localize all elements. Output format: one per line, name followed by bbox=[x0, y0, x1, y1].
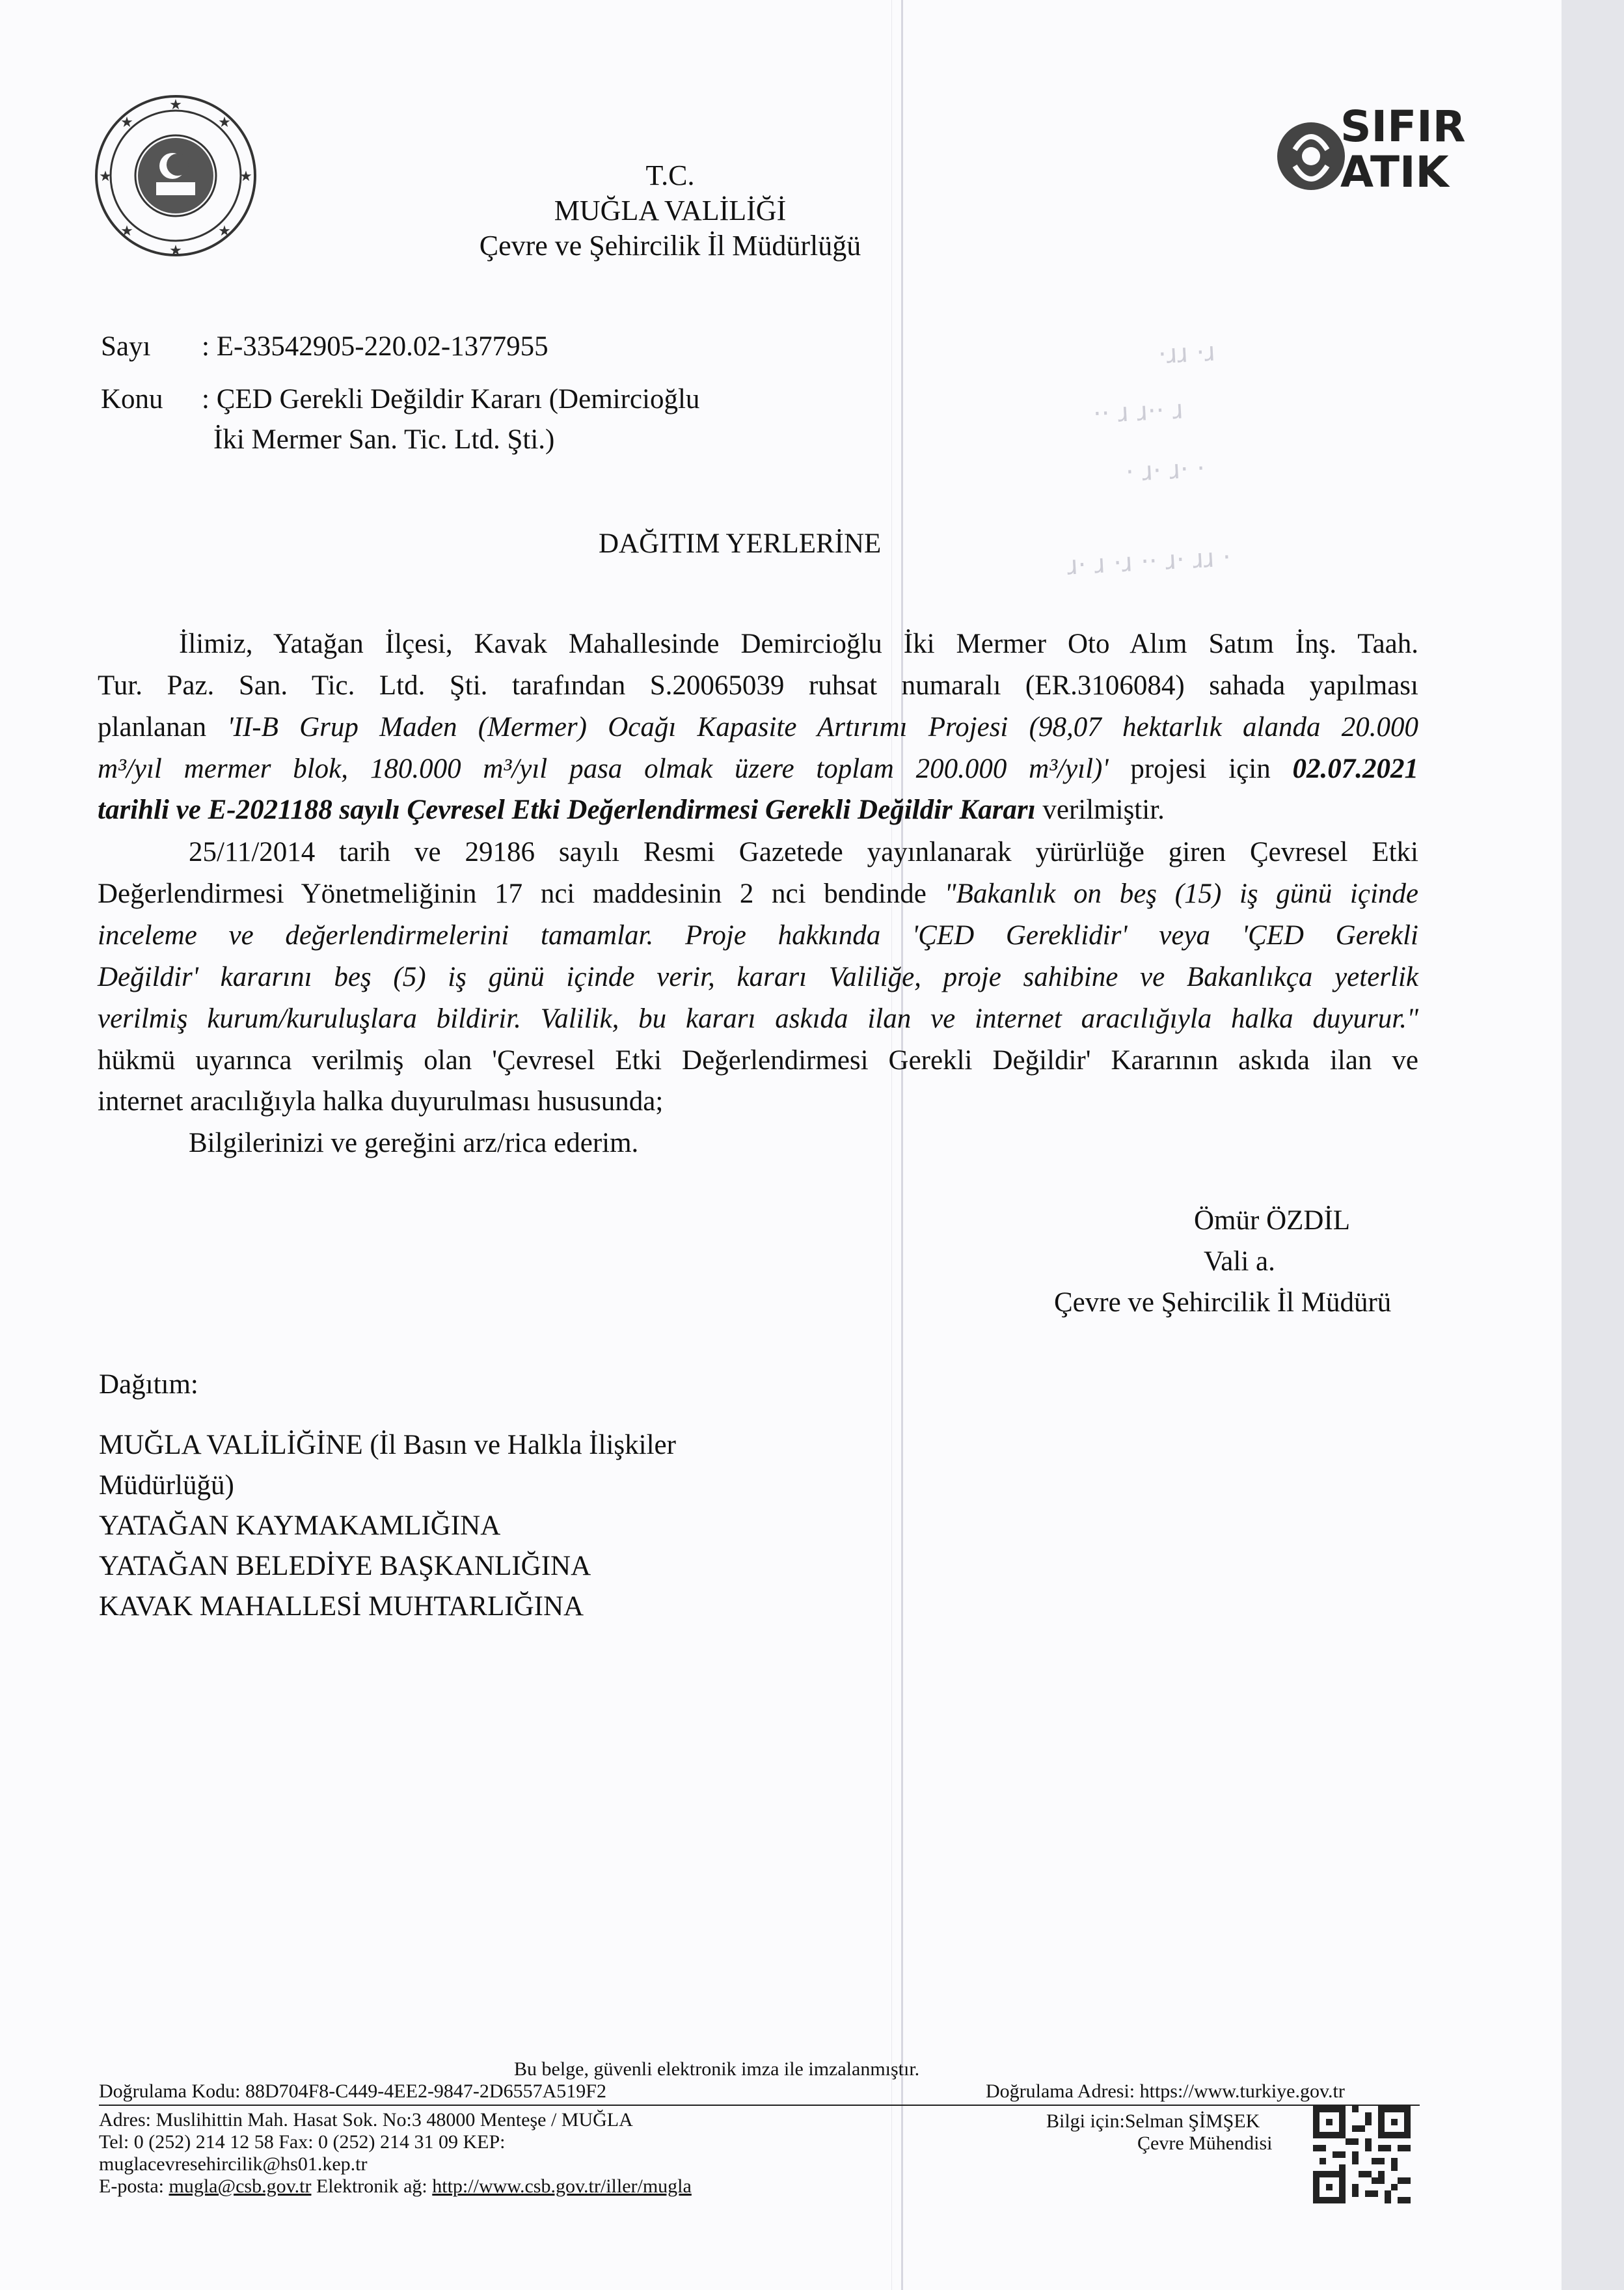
footer-contact bbox=[99, 2175, 692, 2198]
header-tc: T.C. bbox=[645, 159, 695, 191]
signatory-position: Çevre ve Şehircilik İl Müdürü bbox=[1054, 1287, 1392, 1318]
info-title: Çevre Mühendisi bbox=[1137, 2133, 1273, 2154]
distribution-label: Dağıtım: bbox=[99, 1369, 198, 1400]
qr-code bbox=[1313, 2106, 1411, 2203]
body-line bbox=[98, 748, 1418, 790]
handwriting-mark: ·ɹɹ ·ɹ bbox=[1157, 336, 1216, 370]
handwriting-mark: · ɹ· ɹ· · bbox=[1124, 453, 1206, 488]
body-text: projesi için bbox=[1108, 754, 1293, 784]
konu-line2: İki Mermer San. Tic. Ltd. Şti.) bbox=[213, 424, 555, 455]
regulation-quote: Değildir' kararını beş (5) iş günü içinde verir, kararı Valiliğe, proje sahibine ve Bakanlıkça yeterlik bbox=[98, 962, 1418, 992]
footer-phone: Tel: 0 (252) 214 12 58 Fax: 0 (252) 214 31 09 KEP: bbox=[99, 2131, 506, 2153]
regulation-quote: verilmiş kurum/kuruluşlara bildirir. Valilik, bu kararı askıda ilan ve internet aracılığıyla halka duyurur." bbox=[98, 1003, 1418, 1034]
svg-text:★: ★ bbox=[99, 168, 112, 184]
esign-note: Bu belge, güvenli elektronik imza ile imzalanmıştır. bbox=[514, 2058, 920, 2080]
footer-kep: muglacevresehircilik@hs01.kep.tr bbox=[99, 2153, 368, 2175]
zero-waste-line1: SIFIR bbox=[1340, 102, 1466, 152]
body-line: Tur. Paz. San. Tic. Ltd. Şti. tarafından S.20065039 ruhsat numaralı (ER.3106084) sahada yapılması bbox=[98, 670, 1418, 701]
body-text: Değerlendirmesi Yönetmeliğinin 17 nci maddesinin 2 nci bendinde bbox=[98, 879, 945, 909]
zero-waste-logo bbox=[1275, 85, 1466, 228]
body-line: hükmü uyarınca verilmiş olan 'Çevresel Etki Değerlendirmesi Gerekli Değildir' Kararının askıda ilan ve bbox=[98, 1045, 1418, 1076]
distribution-item: Müdürlüğü) bbox=[99, 1470, 234, 1501]
verification-address: Doğrulama Adresi: https://www.turkiye.gov.tr bbox=[986, 2080, 1345, 2102]
verification-code: Doğrulama Kodu: 88D704F8-C449-4EE2-9847-2D6557A519F2 bbox=[99, 2080, 606, 2102]
sayi-value: : E-33542905-220.02-1377955 bbox=[202, 331, 548, 362]
closing-line: Bilgilerinizi ve gereğini arz/rica ederim. bbox=[189, 1128, 639, 1158]
svg-text:★: ★ bbox=[239, 168, 252, 184]
email-link[interactable]: mugla@csb.gov.tr bbox=[169, 2175, 312, 2197]
handwriting-mark: ɹ· ɹ ·ɹ ·· ɹ· ɹɹ · bbox=[1066, 542, 1232, 581]
decision-date: 02.07.2021 bbox=[1292, 754, 1419, 784]
svg-text:★: ★ bbox=[218, 223, 231, 239]
svg-text:★: ★ bbox=[169, 242, 182, 258]
decision-reference: tarihli ve E-2021188 sayılı Çevresel Etki Değerlendirmesi Gerekli Değildir Kararı bbox=[98, 795, 1036, 825]
info-contact: Bilgi için:Selman ŞİMŞEK bbox=[1046, 2110, 1260, 2132]
svg-text:★: ★ bbox=[120, 223, 133, 239]
body-line bbox=[98, 707, 1418, 748]
svg-text:★: ★ bbox=[169, 96, 182, 113]
zero-waste-text bbox=[1340, 104, 1466, 195]
body-text: verilmiştir. bbox=[1035, 795, 1165, 825]
fold-line bbox=[901, 0, 903, 2290]
regulation-quote: inceleme ve değerlendirmelerini tamamlar. Proje hakkında 'ÇED Gereklidir' veya 'ÇED Gerekli bbox=[98, 920, 1418, 951]
scan-edge bbox=[1562, 0, 1624, 2290]
addressee: DAĞITIM YERLERİNE bbox=[599, 528, 882, 559]
svg-text:★: ★ bbox=[218, 114, 231, 130]
distribution-item: YATAĞAN BELEDİYE BAŞKANLIĞINA bbox=[99, 1551, 591, 1581]
signatory-name: Ömür ÖZDİL bbox=[1194, 1205, 1351, 1236]
body-line: 25/11/2014 tarih ve 29186 sayılı Resmi Gazetede yayınlanarak yürürlüğe giren Çevresel Etki bbox=[189, 837, 1418, 867]
email-label: E-posta: bbox=[99, 2175, 169, 2197]
distribution-item: KAVAK MAHALLESİ MUHTARLIĞINA bbox=[99, 1591, 584, 1622]
handwriting-mark: ·· ɹ ɹ·· ɹ bbox=[1092, 394, 1184, 429]
zero-waste-line2: ATIK bbox=[1340, 147, 1449, 197]
body-text: planlanan bbox=[98, 712, 228, 743]
distribution-item: YATAĞAN KAYMAKAMLIĞINA bbox=[99, 1510, 501, 1541]
sayi-label: Sayı bbox=[101, 331, 151, 362]
header-governorship: MUĞLA VALİLİĞİ bbox=[554, 195, 787, 226]
project-capacity: m³/yıl mermer blok, 180.000 m³/yıl pasa olmak üzere toplam 200.000 m³/yıl)' bbox=[98, 754, 1109, 784]
konu-line1: : ÇED Gerekli Değildir Kararı (Demircioğlu bbox=[202, 384, 700, 415]
footer-address: Adres: Muslihittin Mah. Hasat Sok. No:3 48000 Menteşe / MUĞLA bbox=[99, 2109, 633, 2131]
svg-text:★: ★ bbox=[120, 114, 133, 130]
recycle-icon bbox=[1275, 85, 1347, 215]
body-line: İlimiz, Yatağan İlçesi, Kavak Mahallesinde Demircioğlu İki Mermer Oto Alım Satım İnş. Taah. bbox=[179, 629, 1418, 659]
konu-label: Konu bbox=[101, 384, 163, 415]
signatory-title: Vali a. bbox=[1204, 1246, 1275, 1277]
web-link[interactable]: http://www.csb.gov.tr/iller/mugla bbox=[432, 2175, 692, 2197]
ministry-seal bbox=[91, 91, 260, 260]
body-line: internet aracılığıyla halka duyurulması hususunda; bbox=[98, 1086, 664, 1117]
header-directorate: Çevre ve Şehircilik İl Müdürlüğü bbox=[479, 230, 861, 262]
distribution-item: MUĞLA VALİLİĞİNE (İl Basın ve Halkla İlişkiler bbox=[99, 1430, 676, 1460]
web-label: Elektronik ağ: bbox=[311, 2175, 433, 2197]
project-name: 'II-B Grup Maden (Mermer) Ocağı Kapasite Artırımı Projesi (98,07 hektarlık alanda 20.000 bbox=[227, 712, 1418, 743]
regulation-quote: "Bakanlık on beş (15) iş günü içinde bbox=[944, 879, 1418, 909]
body-line bbox=[98, 873, 1418, 915]
footer-divider bbox=[99, 2105, 1420, 2106]
body-line bbox=[98, 790, 1165, 830]
fold-line-secondary bbox=[891, 0, 892, 2290]
